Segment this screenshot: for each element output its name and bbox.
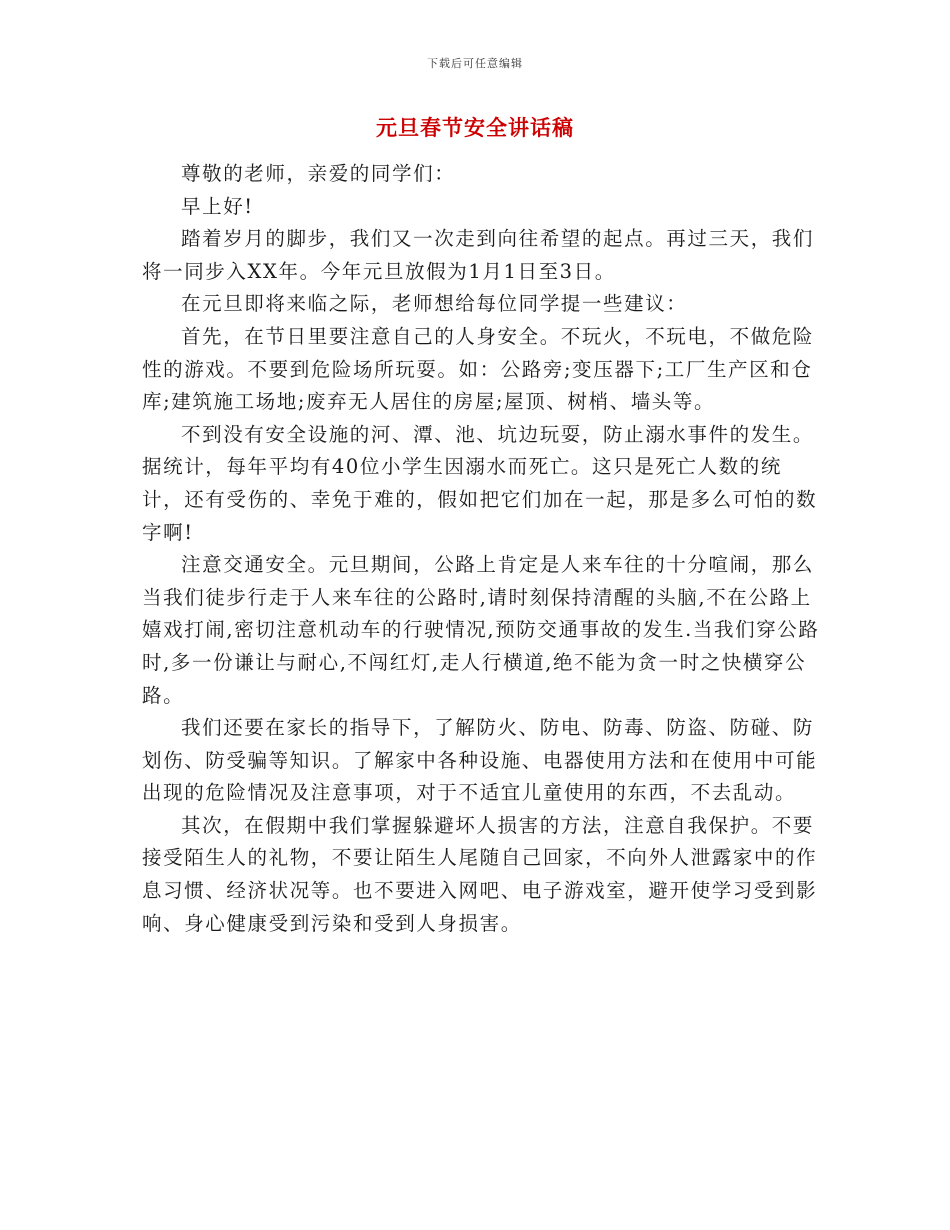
document-title: 元旦春节安全讲话稿 (376, 115, 574, 140)
paragraph-personal-safety: 首先，在节日里要注意自己的人身安全。不玩火，不玩电，不做危险性的游戏。不要到危险场所玩耍。如：公路旁;变压器下;工厂生产区和仓库;建筑施工场地;废弃无人居住的房屋;屋顶、树梢、墙头等。 (142, 324, 815, 414)
paragraph-home-safety: 我们还要在家长的指导下，了解防火、防电、防毒、防盗、防碰、防划伤、防受骗等知识。了解家中各种设施、电器使用方法和在使用中可能出现的危险情况及注意事项，对于不适宜儿童使用的东西，不去乱动。 (142, 716, 818, 805)
paragraph-water-safety: 不到没有安全设施的河、潭、池、坑边玩耍，防止溺水事件的发生。据统计，每年平均有40位小学生因溺水而死亡。这只是死亡人数的统计，还有受伤的、幸免于难的，假如把它们加在一起，那是多么可怕的数字啊! (142, 422, 818, 544)
paragraph-good-morning: 早上好! (181, 194, 254, 218)
paragraph-suggestions-intro: 在元旦即将来临之际，老师想给每位同学提一些建议： (181, 292, 688, 316)
paragraph-greeting: 尊敬的老师，亲爱的同学们： (181, 162, 456, 185)
header-note: 下载后可任意编辑 (427, 57, 523, 70)
paragraph-traffic-safety: 注意交通安全。元旦期间，公路上肯定是人来车往的十分喧闹，那么当我们徒步行走于人来车往的公路时,请时刻保持清醒的头脑,不在公路上嬉戏打闹,密切注意机动车的行驶情况,预防交通事故的发生.当我们穿公路时,多一份谦让与耐心,不闯红灯,走人行横道,绝不能为贪一时之快横穿公路。 (142, 553, 820, 707)
paragraph-self-protection: 其次，在假期中我们掌握躲避坏人损害的方法，注意自我保护。不要接受陌生人的礼物，不要让陌生人尾随自己回家，不向外人泄露家中的作息习惯、经济状况等。也不要进入网吧、电子游戏室，避开使学习受到影响、身心健康受到污染和受到人身损害。 (142, 813, 818, 935)
document-body (142, 158, 822, 940)
paragraph-new-year: 踏着岁月的脚步，我们又一次走到向往希望的起点。再过三天，我们将一同步入XX年。今年元旦放假为1月1日至3日。 (142, 227, 815, 283)
